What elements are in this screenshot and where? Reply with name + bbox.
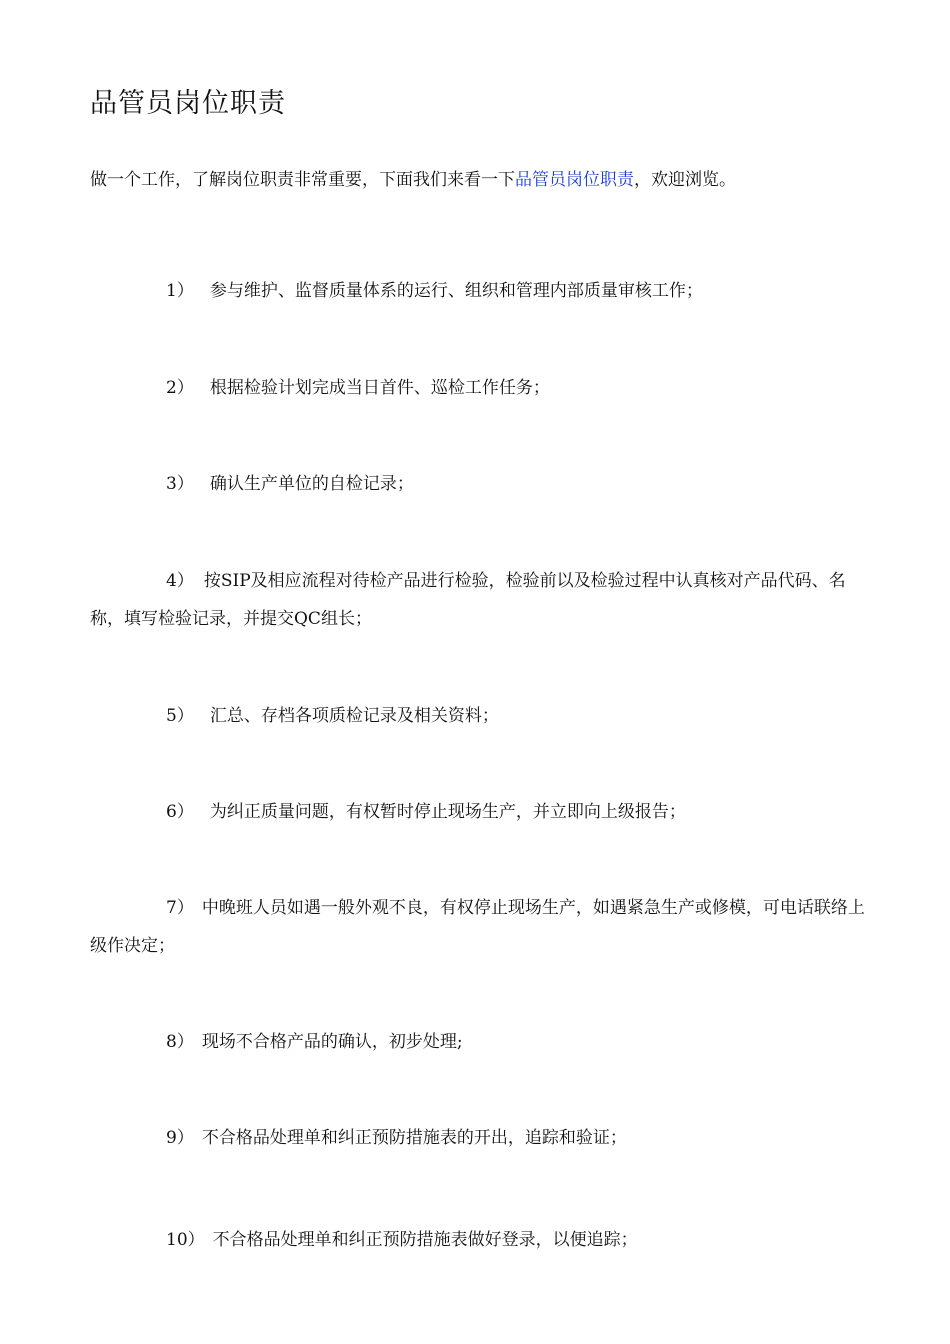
duty-item-number: 6） bbox=[166, 802, 194, 822]
duty-item-number: 5） bbox=[166, 706, 194, 726]
duty-item-4 bbox=[90, 562, 875, 638]
duty-item-text: 不合格品处理单和纠正预防措施表做好登录，以便追踪； bbox=[212, 1230, 638, 1250]
intro-text-after: ，欢迎浏览。 bbox=[634, 170, 736, 190]
duty-item-text: 根据检验计划完成当日首件、巡检工作任务； bbox=[209, 378, 550, 398]
duty-item-3 bbox=[90, 465, 875, 503]
duty-item-number: 10） bbox=[166, 1230, 205, 1250]
duty-item-10 bbox=[90, 1221, 875, 1259]
duty-item-5 bbox=[90, 697, 875, 735]
duty-item-8 bbox=[90, 1023, 875, 1061]
duty-item-number: 9） bbox=[166, 1128, 194, 1148]
intro-paragraph bbox=[90, 166, 880, 194]
duty-item-2 bbox=[90, 369, 875, 407]
duty-item-text: 中晚班人员如遇一般外观不良，有权停止现场生产，如遇紧急生产或修模，可电话联络上级作决定； bbox=[90, 898, 865, 956]
duty-item-number: 8） bbox=[166, 1032, 194, 1052]
duty-item-1 bbox=[90, 272, 875, 310]
duty-item-text: 按SIP及相应流程对待检产品进行检验，检验前以及检验过程中认真核对产品代码、名称，填写检验记录，并提交QC组长； bbox=[90, 571, 846, 629]
duty-item-9 bbox=[90, 1119, 875, 1157]
intro-text-before: 做一个工作，了解岗位职责非常重要，下面我们来看一下 bbox=[90, 170, 515, 190]
intro-link[interactable]: 品管员岗位职责 bbox=[515, 170, 634, 190]
duty-item-text: 为纠正质量问题，有权暂时停止现场生产，并立即向上级报告； bbox=[209, 802, 686, 822]
duty-item-text: 汇总、存档各项质检记录及相关资料； bbox=[209, 706, 499, 726]
duty-item-7 bbox=[90, 889, 875, 965]
duty-item-number: 1） bbox=[166, 281, 194, 301]
duty-item-text: 现场不合格产品的确认，初步处理; bbox=[201, 1032, 463, 1052]
duty-item-number: 4） bbox=[166, 571, 194, 591]
duty-item-text: 确认生产单位的自检记录； bbox=[209, 474, 414, 494]
duty-item-text: 参与维护、监督质量体系的运行、组织和管理内部质量审核工作； bbox=[209, 281, 703, 301]
duty-item-number: 3） bbox=[166, 474, 194, 494]
duty-item-number: 2） bbox=[166, 378, 194, 398]
duty-item-text: 不合格品处理单和纠正预防措施表的开出，追踪和验证； bbox=[201, 1128, 627, 1148]
page-title: 品管员岗位职责 bbox=[90, 88, 286, 119]
duty-item-number: 7） bbox=[166, 898, 194, 918]
duty-item-6 bbox=[90, 793, 875, 831]
